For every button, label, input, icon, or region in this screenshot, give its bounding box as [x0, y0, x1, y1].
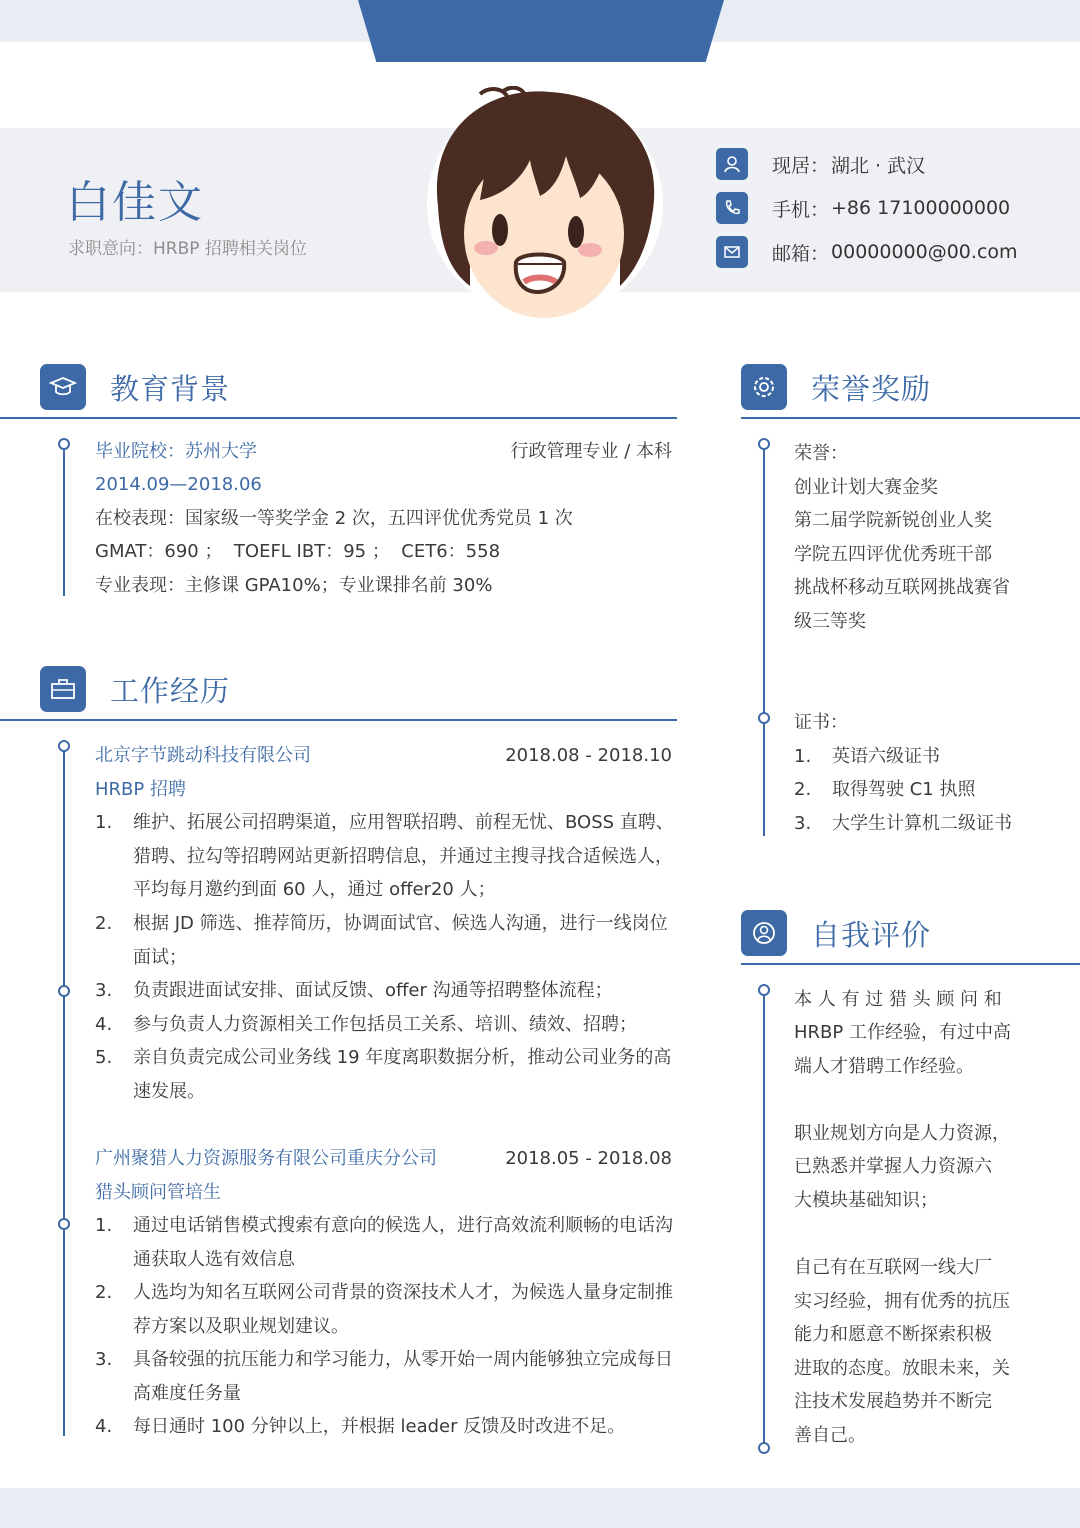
job-period: 2018.05 - 2018.08 — [505, 1148, 672, 1169]
list-item: 4. 每日通时 100 分钟以上，并根据 leader 反馈及时改进不足。 — [95, 1416, 626, 1437]
section-divider — [0, 417, 677, 419]
list-item: 2. 人选均为知名互联网公司背景的资深技术人才，为候选人量身定制推荐方案以及职业规划建议。 — [95, 1282, 673, 1337]
timeline-line — [763, 444, 765, 836]
honor-item: 创业计划大赛金奖 — [794, 477, 938, 498]
self-line: 进取的态度。放眼未来，关 — [794, 1358, 1010, 1379]
timeline-line — [763, 990, 765, 1448]
self-line: 自己有在互联网一线大厂 — [794, 1257, 992, 1278]
self-line: 本 人 有 过 猎 头 顾 问 和 — [794, 989, 1002, 1010]
education-line: 专业表现：主修课 GPA10%；专业课排名前 30% — [95, 575, 493, 596]
section-self-header — [741, 910, 931, 956]
contact-label: 手机： — [772, 198, 830, 221]
location-icon — [716, 148, 748, 180]
contact-email — [716, 236, 1018, 268]
phone-icon — [716, 192, 748, 224]
cert-label: 证书： — [794, 712, 848, 733]
timeline-dot — [758, 438, 770, 450]
contact-label: 邮箱： — [772, 242, 830, 265]
timeline-line — [63, 444, 65, 596]
cert-item: 2. 取得驾驶 C1 执照 — [794, 779, 976, 800]
timeline-dot — [58, 1218, 70, 1230]
contact-value: 00000000@00.com — [831, 241, 1018, 263]
avatar — [420, 86, 670, 326]
briefcase-icon — [40, 666, 86, 712]
self-line: HRBP 工作经验，有过中高 — [794, 1022, 1011, 1043]
job-role: 猎头顾问管培生 — [95, 1182, 221, 1203]
gear-icon — [741, 364, 787, 410]
candidate-name: 白佳文 — [66, 177, 204, 228]
user-icon — [741, 910, 787, 956]
education-line: GMAT：690 ； TOEFL IBT：95 ； CET6：558 — [95, 541, 501, 562]
school: 毕业院校：苏州大学 — [95, 441, 257, 462]
education-line: 在校表现：国家级一等奖学金 2 次，五四评优优秀党员 1 次 — [95, 508, 573, 529]
honor-item: 第二届学院新锐创业人奖 — [794, 510, 992, 531]
section-title: 自我评价 — [811, 917, 932, 952]
timeline-line — [63, 746, 65, 1436]
section-education-header — [40, 364, 230, 410]
timeline-dot — [758, 1442, 770, 1454]
section-divider — [741, 963, 1080, 965]
section-title: 工作经历 — [110, 673, 231, 708]
list-item: 4. 参与负责人力资源相关工作包括员工关系、培训、绩效、招聘； — [95, 1014, 637, 1035]
graduation-cap-icon — [40, 364, 86, 410]
list-item: 2. 根据 JD 筛选、推荐简历，协调面试官、候选人沟通，进行一线岗位面试； — [95, 913, 668, 968]
honor-label: 荣誉： — [794, 443, 848, 464]
self-line: 大模块基础知识； — [794, 1190, 938, 1211]
timeline-dot — [758, 984, 770, 996]
education-period: 2014.09—2018.06 — [95, 474, 262, 495]
job-role: HRBP 招聘 — [95, 779, 186, 800]
timeline-dot — [758, 712, 770, 724]
section-divider — [741, 417, 1080, 419]
job-period: 2018.08 - 2018.10 — [505, 745, 672, 766]
bottom-band — [0, 1488, 1080, 1528]
section-title: 教育背景 — [110, 371, 231, 406]
self-line: 已熟悉并掌握人力资源六 — [794, 1156, 992, 1177]
section-work-header — [40, 666, 230, 712]
list-item: 3. 具备较强的抗压能力和学习能力，从零开始一周内能够独立完成每日高难度任务量 — [95, 1349, 673, 1404]
job-intent: 求职意向：HRBP 招聘相关岗位 — [68, 239, 307, 259]
contact-value: +86 17100000000 — [831, 197, 1011, 219]
self-line: 善自己。 — [794, 1425, 866, 1446]
list-item: 1. 维护、拓展公司招聘渠道，应用智联招聘、前程无忧、BOSS 直聘、猎聘、拉勾等招聘网站更新招聘信息，并通过主搜寻找合适候选人，平均每月邀约到面 60 人，通过 offer20 人； — [95, 812, 674, 901]
timeline-dot — [58, 740, 70, 752]
honor-item: 级三等奖 — [794, 611, 866, 632]
timeline-dot — [58, 438, 70, 450]
timeline-dot — [58, 985, 70, 997]
contact-value: 湖北 · 武汉 — [831, 154, 926, 177]
self-line: 职业规划方向是人力资源， — [794, 1123, 1010, 1144]
cert-item: 3. 大学生计算机二级证书 — [794, 813, 1012, 834]
company-name: 北京字节跳动科技有限公司 — [95, 745, 311, 766]
self-line: 端人才猎聘工作经验。 — [794, 1056, 974, 1077]
self-line: 能力和愿意不断探索积极 — [794, 1324, 992, 1345]
list-item: 5. 亲自负责完成公司业务线 19 年度离职数据分析，推动公司业务的高速发展。 — [95, 1047, 672, 1102]
company-name: 广州聚猎人力资源服务有限公司重庆分公司 — [95, 1148, 437, 1169]
top-tab-decoration — [358, 0, 724, 62]
list-item: 3. 负责跟进面试安排、面试反馈、offer 沟通等招聘整体流程； — [95, 980, 613, 1001]
self-line: 实习经验，拥有优秀的抗压 — [794, 1291, 1010, 1312]
contact-label: 现居： — [772, 154, 830, 177]
section-title: 荣誉奖励 — [811, 371, 932, 406]
list-item: 1. 通过电话销售模式搜索有意向的候选人，进行高效流利顺畅的电话沟通获取人选有效信息 — [95, 1215, 673, 1270]
honor-item: 学院五四评优优秀班干部 — [794, 544, 992, 565]
email-icon — [716, 236, 748, 268]
contact-location — [716, 148, 925, 180]
section-divider — [0, 719, 677, 721]
section-awards-header — [741, 364, 931, 410]
honor-item: 挑战杯移动互联网挑战赛省 — [794, 577, 1010, 598]
major: 行政管理专业 / 本科 — [510, 441, 672, 462]
self-line: 注技术发展趋势并不断完 — [794, 1391, 992, 1412]
contact-phone — [716, 192, 1010, 224]
cert-item: 1. 英语六级证书 — [794, 746, 940, 767]
